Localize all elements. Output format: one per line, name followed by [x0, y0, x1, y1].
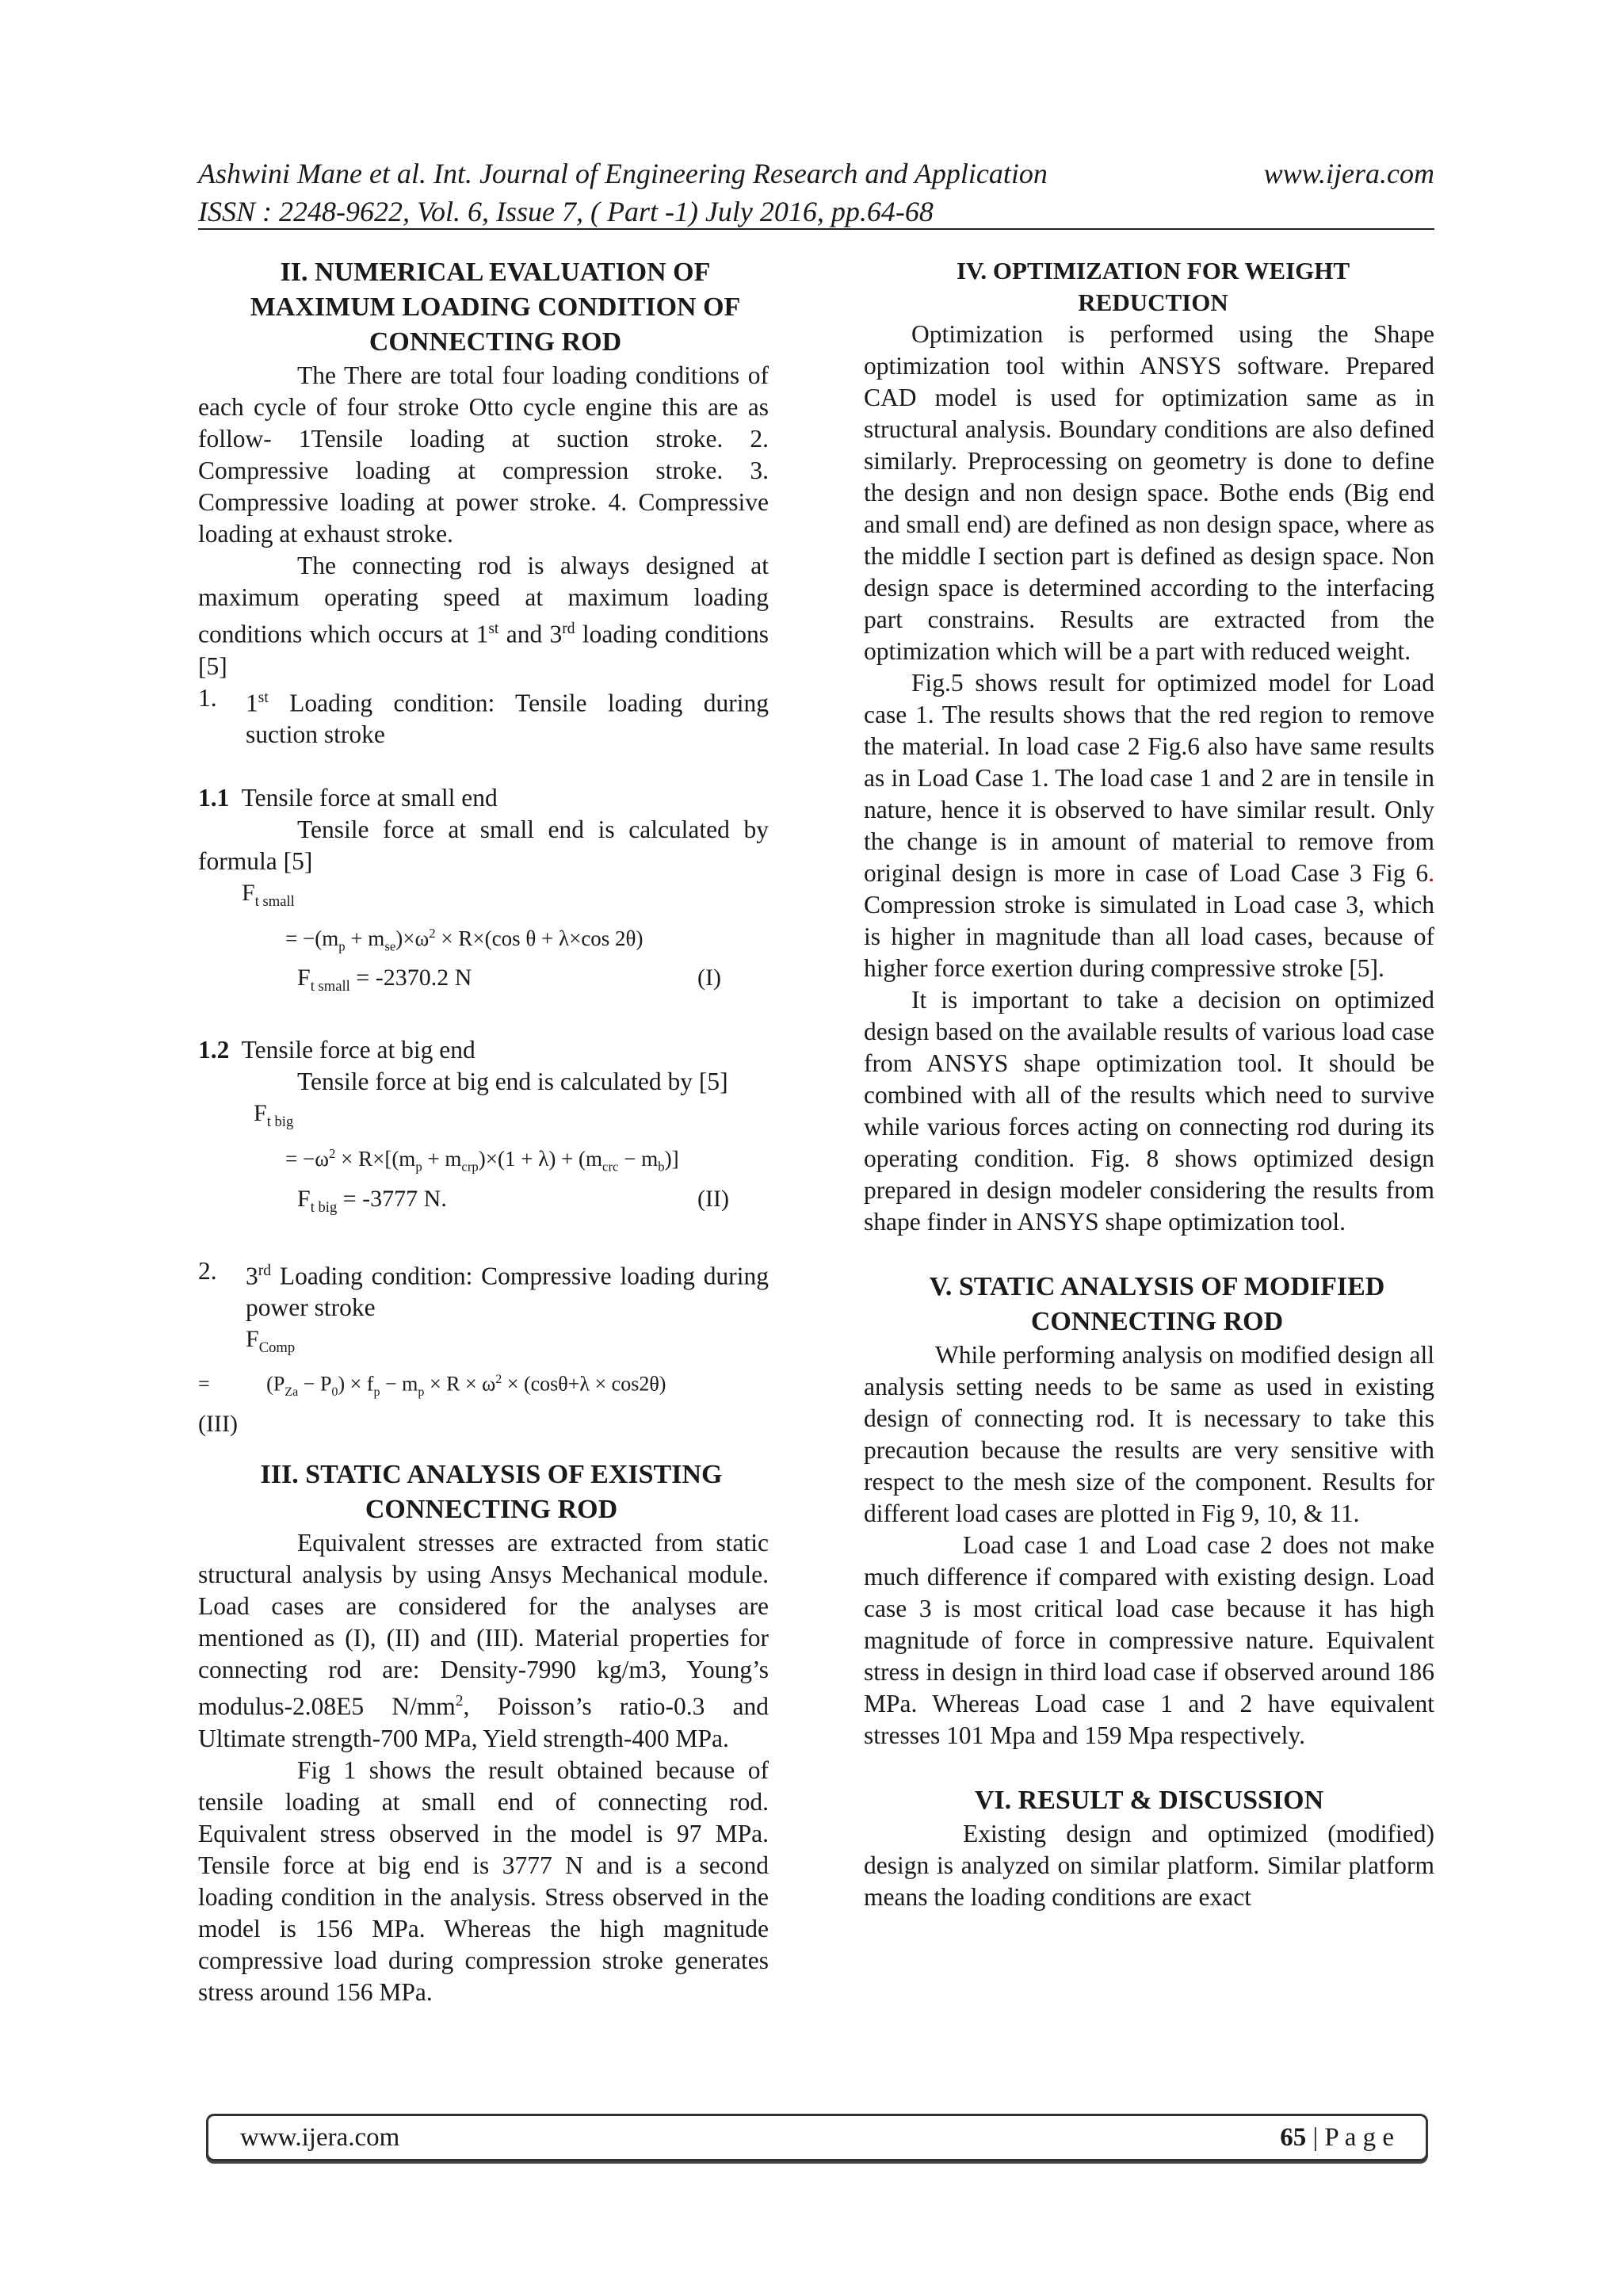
section-3-heading: III. STATIC ANALYSIS OF EXISTING CONNECTING ROD — [260, 1460, 723, 1525]
equation-formula: = $-(m_p + m_{se})\times\omega^2 \times R\times(\cos$ θ + λ×cos 2θ) — [285, 926, 643, 954]
footer-website[interactable]: www.ijera.com — [240, 2122, 400, 2152]
list-item-text: 3rd Loading condition: Compressive loading during power stroke — [246, 1262, 769, 1322]
paragraph: Tensile force at small end is calculated by formula [5] — [198, 816, 769, 875]
right-column — [864, 255, 1434, 1913]
list-item-1: 1. 1st Loading condition: Tensile loading during suction stroke — [198, 682, 769, 751]
equation-2 — [198, 1098, 769, 1223]
journal-citation: Ashwini Mane et al. Int. Journal of Engineering Research and Application — [198, 158, 1048, 189]
paragraph: While performing analysis on modified design all analysis setting needs to be same as used in existing design of connecting rod. It is necessary to take this precaution because the results are very sensitive with respect to the mesh size of the component. Results for different load cases are plotted in Fig 9, 10, & 11. — [864, 1341, 1434, 1527]
page-number: 65 | P a g e — [1280, 2122, 1394, 2152]
section-2-heading: II. NUMERICAL EVALUATION OF MAXIMUM LOADING CONDITION OF CONNECTING ROD — [250, 258, 741, 357]
paragraph-material-properties: Equivalent stresses are extracted from static structural analysis by using Ansys Mechanical module. Load cases are considered for the analyses are mentioned as (I), (II) and (III). Material properties for connecting rod are: Density-7990 kg/m3, Young’s modulus-2.08E5 $N/mm^2$, Poisson’s ratio-0.3 and Ultimate strength-700 MPa, Yield strength-400 MPa. — [198, 1529, 769, 1752]
page-footer — [206, 2114, 1428, 2161]
equation-formula: = $-\omega^2 \times R\times[(m_p + m_{crp})\times(1 + \lambda) + (m_{crc} - m_b)]$ — [285, 1146, 679, 1175]
section-6-heading: VI. RESULT & DISCUSSION — [974, 1786, 1324, 1815]
issn-line: ISSN : 2248-9622, Vol. 6, Issue 7, ( Part -1) July 2016, pp.64-68 — [198, 196, 934, 227]
equation-lhs: $F_{Comp}$ — [246, 1326, 296, 1357]
list-item-2: 2. 3rd Loading condition: Compressive loading during power stroke — [198, 1255, 769, 1324]
equation-formula: = $(P_{Za} - P_0) \times f_p - m_p \times R \times \omega^2 \times (\cos\theta+\lambda \times \cos 2\theta)$ — [198, 1372, 666, 1400]
paragraph-fig5: Fig.5 shows result for optimized model for Load case 1. The results shows that the red region to remove the material. In load case 2 Fig.6 also have same results as in Load Case 1. The load case 1 and 2 are in tensile in nature, hence it is observed to have similar result. Only the change is in amount of material to remove from original design is more in case of Load Case 3 Fig 6. Compression stroke is simulated in Load case 3, which is higher in magnitude than all load cases, because of higher force exertion during compressive stroke [5]. — [864, 669, 1434, 982]
equation-result: $F_{t small} = -2370.2$ N (I) — [198, 962, 769, 1003]
subsection-1-2-heading: 1.2 Tensile force at big end — [198, 1036, 475, 1064]
paragraph: Fig 1 shows the result obtained because of tensile loading at small end of connecting rod. Equivalent stress observed in the model is 97 MPa. Tensile force at big end is 3777 N and is a second loading condition in the analysis. Stress observed in the model is 156 MPa. Whereas the high magnitude compressive load during compression stroke generates stress around 156 MPa. — [198, 1755, 769, 2006]
paragraph: Tensile force at big end is calculated by [5] — [297, 1068, 728, 1096]
journal-website[interactable]: www.ijera.com — [1263, 158, 1434, 189]
equation-tag: (II) — [697, 1185, 729, 1212]
equation-1 — [198, 877, 769, 1003]
subsection-1-1-heading: 1.1 Tensile force at small end — [198, 784, 498, 812]
equation-tag: (III) — [198, 1411, 238, 1438]
paragraph: The There are total four loading conditions of each cycle of four stroke Otto cycle engine this are as follow- 1Tensile loading at suction stroke. 2. Compressive loading at compression stroke. 3. Compressive loading at power stroke. 4. Compressive loading at exhaust stroke. — [198, 361, 769, 548]
paragraph-loading-conditions: The connecting rod is always designed at maximum operating speed at maximum loading conditions which occurs at 1st and 3rd loading conditions [5] — [198, 552, 769, 680]
section-5-heading: V. STATIC ANALYSIS OF MODIFIED CONNECTING ROD — [929, 1272, 1385, 1336]
running-header — [198, 155, 1434, 231]
header-divider — [198, 228, 1434, 230]
left-column — [198, 255, 769, 2008]
list-item-text: 1st Loading condition: Tensile loading during suction stroke — [246, 689, 769, 748]
equation-lhs: $F_{t big}$ — [254, 1100, 294, 1131]
section-4-heading: IV. OPTIMIZATION FOR WEIGHT REDUCTION — [956, 257, 1350, 316]
paragraph: Optimization is performed using the Shape optimization tool within ANSYS software. Prepared CAD model is used for optimization same as in structural analysis. Boundary conditions are also defined similarly. Preprocessing on geometry is done to define the design and non design space. Bothe ends (Big end and small end) are defined as non design space, where as the middle I section part is defined as design space. Non design space is determined according to the interfacing part constrains. Results are extracted from the optimization which will be a part with reduced weight. — [864, 320, 1434, 665]
paragraph: Load case 1 and Load case 2 does not make much difference if compared with existing design. Load case 3 is most critical load case because it has high magnitude of force in compressive nature. Equivalent stress in design in third load case if observed around 186 MPa. Whereas Load case 1 and 2 have equivalent stresses 101 Mpa and 159 Mpa respectively. — [864, 1531, 1434, 1749]
equation-result: $F_{t big} = -3777$ N. (II) — [198, 1183, 769, 1224]
paragraph: It is important to take a decision on optimized design based on the available results of various load case from ANSYS shape optimization tool. It should be combined with all of the results which need to survive while various forces acting on connecting rod during its operating condition. Fig. 8 shows optimized design prepared in design modeler considering the results from shape finder in ANSYS shape optimization tool. — [864, 986, 1434, 1236]
equation-3 — [198, 1324, 769, 1440]
equation-tag: (I) — [697, 965, 721, 991]
paragraph: Existing design and optimized (modified) design is analyzed on similar platform. Similar platform means the loading conditions are exact — [864, 1820, 1434, 1911]
equation-lhs: $F_{t small}$ — [242, 880, 295, 910]
